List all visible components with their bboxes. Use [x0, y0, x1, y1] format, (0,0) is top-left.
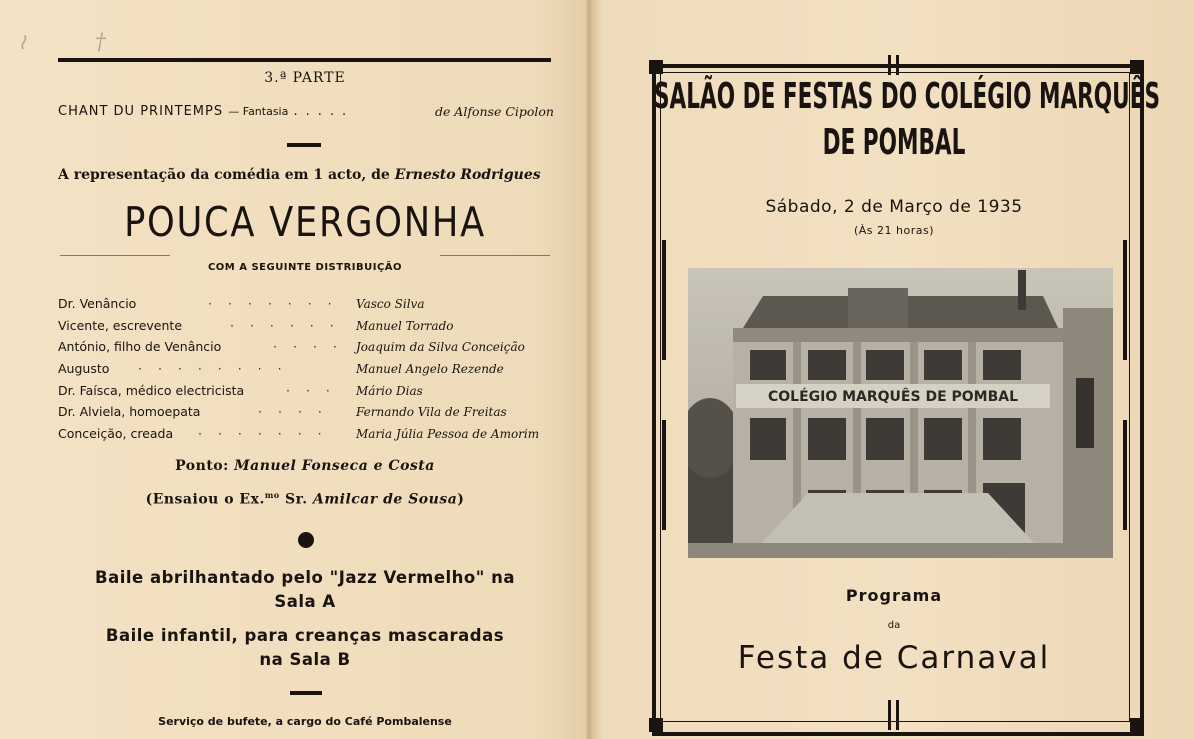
right-page [592, 0, 1194, 739]
cast-role: Conceição, creada [58, 426, 174, 442]
frame-ornament [896, 700, 899, 730]
representation-line [58, 167, 554, 183]
festa-title: Festa de Carnaval [737, 640, 1051, 676]
baile-children-line2: na Sala B [259, 650, 351, 669]
cast-role: Augusto [58, 361, 110, 377]
programme-da: da [887, 620, 901, 631]
cast-role: Dr. Venâncio [58, 296, 137, 311]
cast-actor: Manuel Angelo Rezende [356, 362, 504, 377]
cast-actor: Mário Dias [356, 383, 423, 398]
frame-side-bar [662, 240, 666, 360]
cast-list [58, 296, 558, 448]
comedy-title: POUCA VERGONHA [124, 198, 486, 246]
cast-row [58, 361, 558, 383]
frame-corner [1130, 718, 1144, 732]
cast-role: Dr. Faísca, médico electricista [58, 382, 245, 398]
cast-row [58, 339, 558, 361]
baile-children-line1: Baile infantil, para creanças mascaradas [105, 626, 505, 645]
frame-corner [649, 60, 663, 74]
representation-text: A representação da comédia em 1 acto, de [58, 167, 390, 183]
frame-ornament [896, 55, 899, 75]
college-building-illustration [688, 268, 1113, 558]
hall-title-line2: DE POMBAL [822, 122, 966, 163]
distribution-heading: COM A SEGUINTE DISTRIBUIÇÃO [207, 262, 403, 273]
cast-role: Vicente, escrevente [58, 317, 183, 333]
pencil-mark: ≀ [18, 30, 27, 55]
separator-dash [287, 143, 321, 147]
chant-line [58, 104, 554, 119]
bullet-dot [298, 532, 314, 548]
chant-subtitle: — Fantasia [228, 105, 289, 118]
college-photo [688, 268, 1113, 558]
leader-dots: · · · · [273, 339, 343, 355]
cast-row [58, 426, 558, 448]
cast-row [58, 318, 558, 340]
baile-adult [40, 566, 570, 614]
ensaio-mid: Sr. [285, 491, 308, 508]
programme-heading: Programa [845, 586, 943, 605]
ponto-label: Ponto: [175, 458, 229, 474]
cast-row [58, 296, 558, 318]
cast-actor: Vasco Silva [356, 297, 425, 311]
top-rule [58, 58, 551, 62]
pencil-mark: † [95, 30, 106, 55]
baile-adult-line1: Baile abrilhantado pelo "Jazz Vermelho" na [95, 568, 515, 587]
ensaio-name: Amilcar de Sousa [312, 491, 458, 508]
baile-adult-line2: Sala A [274, 592, 336, 611]
ensaio-prefix: (Ensaiou o Ex. [145, 491, 265, 508]
title-underline-right [440, 255, 550, 256]
hall-title-line1: SALÃO DE FESTAS DO COLÉGIO MARQUÊS [654, 76, 1161, 117]
part-heading: 3.ª PARTE [264, 70, 346, 86]
cast-role: Dr. Alviela, homoepata [58, 404, 201, 420]
leader-dots: · · · · [258, 404, 328, 420]
cast-role: António, filho de Venâncio [58, 339, 222, 355]
frame-side-bar [1123, 240, 1127, 360]
frame-side-bar [662, 420, 666, 530]
cast-actor: Maria Júlia Pessoa de Amorim [356, 427, 540, 442]
title-underline-left [60, 255, 170, 256]
event-date: Sábado, 2 de Março de 1935 [765, 197, 1023, 217]
leader-dots: · · · [286, 382, 336, 398]
ensaio-suffix: ) [457, 491, 465, 508]
chant-title: CHANT DU PRINTEMPS [58, 104, 224, 119]
chant-title-group [58, 104, 354, 119]
cast-row [58, 404, 558, 426]
building-sign: COLÉGIO MARQUÊS DE POMBAL [767, 389, 1019, 405]
event-time: (Às 21 horas) [853, 224, 935, 237]
ponto-line [60, 458, 550, 474]
frame-corner [649, 718, 663, 732]
cast-actor: Fernando Vila de Freitas [356, 405, 507, 420]
leader-dots: · · · · · · · [208, 296, 338, 311]
service-note: Serviço de bufete, a cargo do Café Pombalense [158, 715, 452, 728]
frame-side-bar [1123, 420, 1127, 530]
leader-dots: · · · · · · · · [138, 361, 288, 377]
cast-row [58, 383, 558, 405]
separator-dash [290, 691, 322, 695]
left-page [0, 0, 590, 739]
cast-actor: Joaquim da Silva Conceição [356, 340, 525, 355]
chant-author: de Alfonse Cipolon [434, 104, 554, 119]
leader-dots: · · · · · · [230, 317, 340, 333]
ensaio-line [60, 490, 550, 508]
baile-children [40, 624, 570, 672]
frame-corner [1130, 60, 1144, 74]
ensaio-sup: mo [264, 490, 280, 500]
cast-actor: Manuel Torrado [356, 318, 454, 333]
representation-author: Ernesto Rodrigues [394, 167, 541, 183]
leader-dots: ..... [293, 104, 355, 119]
frame-ornament [888, 55, 891, 75]
hall-title [654, 74, 1161, 166]
frame-ornament [888, 700, 891, 730]
ponto-name: Manuel Fonseca e Costa [234, 458, 435, 474]
leader-dots: · · · · · · · [198, 426, 328, 442]
